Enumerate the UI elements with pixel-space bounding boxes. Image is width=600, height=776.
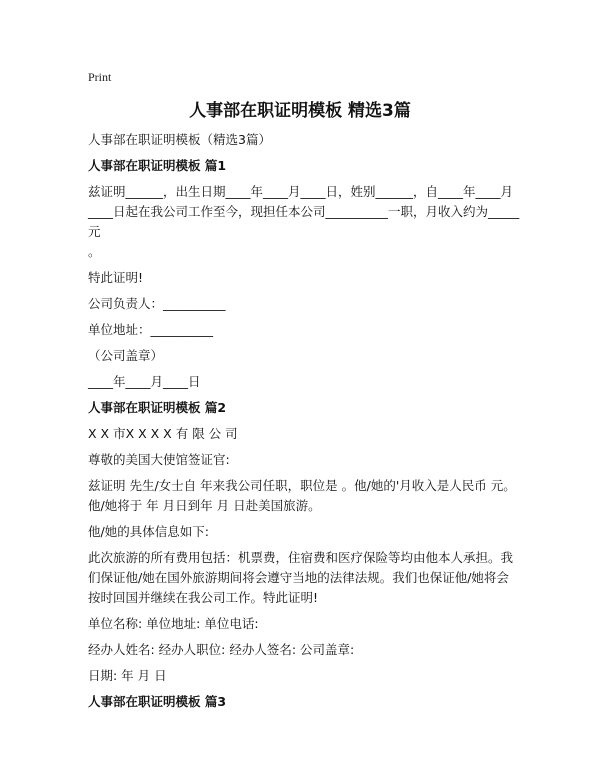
section1-line2: ____日起在我公司工作至今，现担任本公司__________一职，月收入约为_____元 [88,204,520,239]
section1-line1: 兹证明______，出生日期____年____月____日，姓别______，自____年____月 [88,184,514,199]
section1-date: ____年____月____日 [88,374,201,389]
section1-line3: 。 [88,244,101,259]
document-subtitle: 人事部在职证明模板（精选3篇） [88,132,271,147]
section1-leader: 公司负责人：__________ [88,296,226,311]
print-label: Print [88,70,112,84]
section1-intro [88,182,520,262]
document-title: 人事部在职证明模板 精选3篇 [189,101,411,121]
document-body [88,130,520,718]
section1-seal: （公司盖章） [88,348,164,363]
section2-heading: 人事部在职证明模板 篇2 [88,400,227,415]
section2-date-line: 日期: 年 月 日 [88,668,167,683]
section1-address: 单位地址：__________ [88,322,214,337]
section1-cert: 特此证明! [88,270,144,285]
section2-company: X X 市X X X X 有 限 公 司 [88,426,238,441]
section2-handler-line: 经办人姓名: 经办人职位: 经办人签名: 公司盖章: [88,642,355,657]
section1-heading: 人事部在职证明模板 篇1 [88,158,227,173]
section2-greeting: 尊敬的美国大使馆签证官: [88,452,230,467]
section2-unit-line: 单位名称: 单位地址: 单位电话: [88,616,259,631]
section2-para2: 此次旅游的所有费用包括：机票费，住宿费和医疗保险等均由他本人承担。我们保证他/她在国外旅游期间将会遵守当地的法律法规。我们也保证他/她将会按时回国并继续在我公司工作。特此证明! [88,550,514,605]
section2-info: 他/她的具体信息如下: [88,524,209,539]
section2-para1: 兹证明 先生/女士自 年来我公司任职，职位是 。他/她的'月收入是人民币 元。他/她将于 年 月日到年 月 日赴美国旅游。 [88,478,516,513]
section3-heading: 人事部在职证明模板 篇3 [88,694,227,709]
